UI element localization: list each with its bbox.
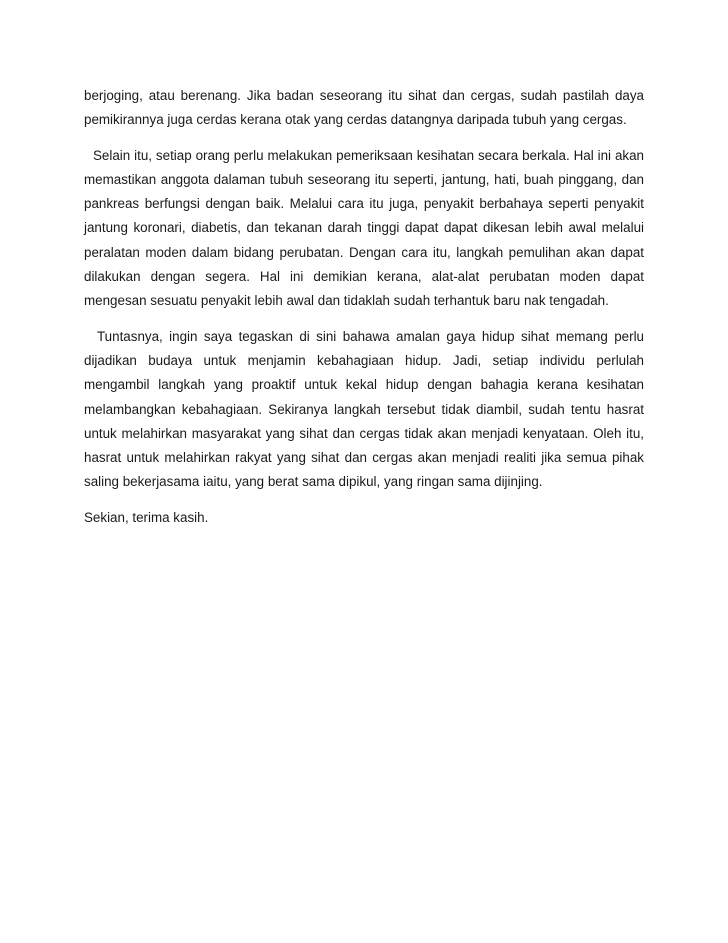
paragraph-2: Selain itu, setiap orang perlu melakukan pemeriksaan kesihatan secara berkala. Hal ini akan memastikan anggota dalaman tubuh seseorang itu seperti, jantung, hati, buah pinggang, dan pankreas berfungsi dengan baik. Melalui cara itu juga, penyakit berbahaya seperti penyakit jantung koronari, diabetis, dan tekanan darah tinggi dapat dapat dikesan lebih awal melalui peralatan moden dalam bidang perubatan. Dengan cara itu, langkah pemulihan akan dapat dilakukan dengan segera. Hal ini demikian kerana, alat-alat perubatan moden dapat mengesan sesuatu penyakit lebih awal dan tidaklah sudah terhantuk baru nak tengadah. xyxy=(84,147,644,309)
closing-line: Sekian, terima kasih. xyxy=(84,509,209,525)
document-body xyxy=(84,84,644,530)
paragraph-3: Tuntasnya, ingin saya tegaskan di sini bahawa amalan gaya hidup sihat memang perlu dijadikan budaya untuk menjamin kebahagiaan hidup. Jadi, setiap individu perlulah mengambil langkah yang proaktif untuk kekal hidup dengan bahagia kerana kesihatan melambangkan kebahagiaan. Sekiranya langkah tersebut tidak diambil, sudah tentu hasrat untuk melahirkan masyarakat yang sihat dan cergas tidak akan menjadi kenyataan. Oleh itu, hasrat untuk melahirkan rakyat yang sihat dan cergas akan menjadi realiti jika semua pihak saling bekerjasama iaitu, yang berat sama dipikul, yang ringan sama dijinjing. xyxy=(84,328,644,490)
paragraph-1: berjoging, atau berenang. Jika badan seseorang itu sihat dan cergas, sudah pastilah daya pemikirannya juga cerdas kerana otak yang cerdas datangnya daripada tubuh yang cergas. xyxy=(84,88,644,128)
